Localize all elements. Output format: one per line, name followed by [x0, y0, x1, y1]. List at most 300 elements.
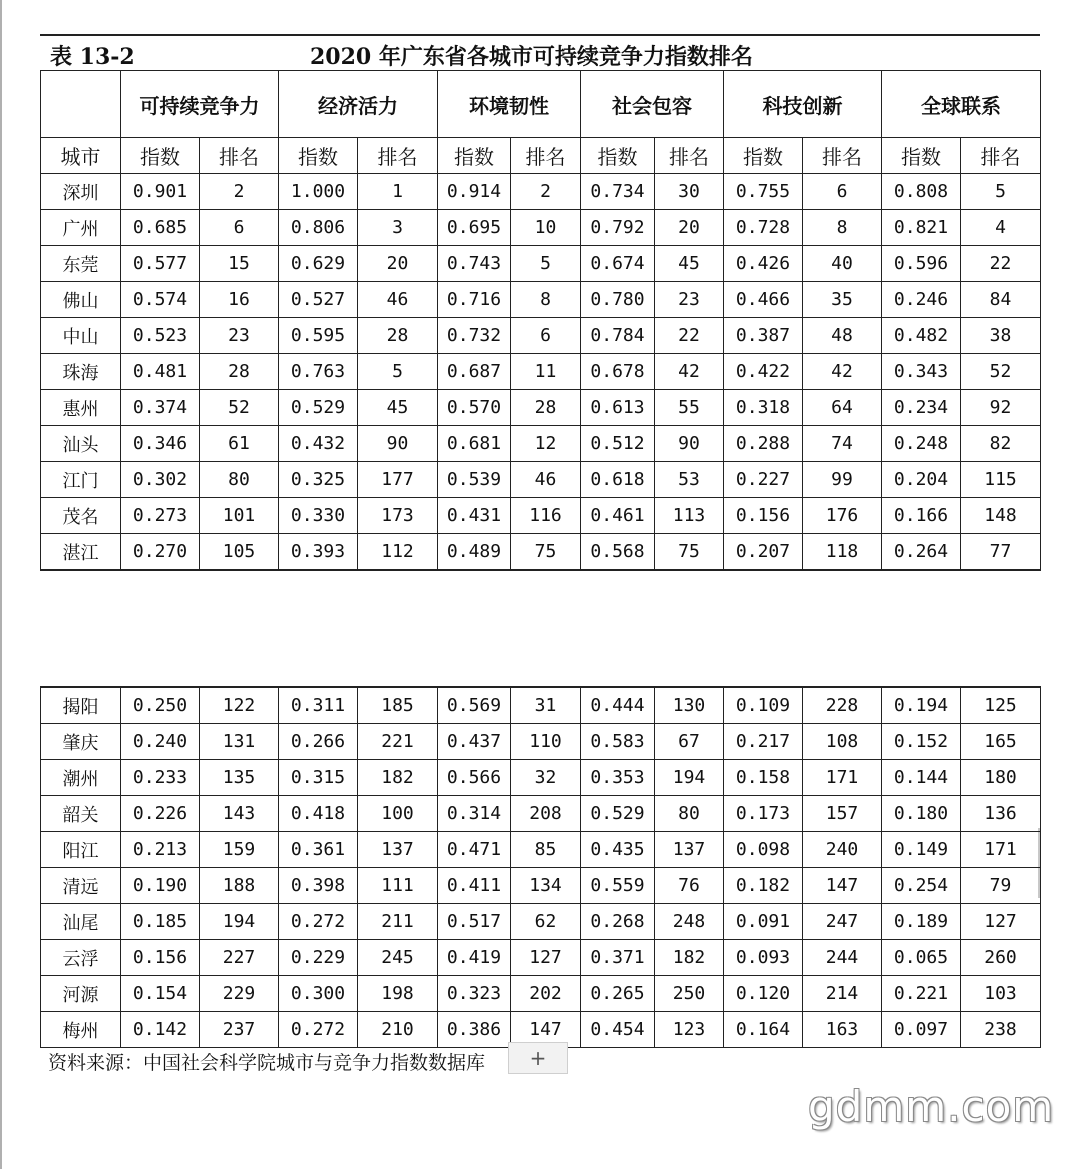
category-header: 经济活力: [279, 71, 438, 138]
index-cell: 0.566: [438, 760, 511, 796]
table-row: [41, 426, 1041, 462]
ranking-table-bottom: [40, 686, 1041, 1048]
index-cell: 0.435: [581, 832, 655, 868]
rank-cell: 12: [511, 426, 581, 462]
city-cell: 佛山: [41, 282, 121, 318]
index-cell: 0.577: [121, 246, 200, 282]
index-cell: 0.482: [882, 318, 961, 354]
table-row: [41, 282, 1041, 318]
index-cell: 0.353: [581, 760, 655, 796]
index-cell: 0.743: [438, 246, 511, 282]
rank-cell: 185: [358, 687, 438, 724]
index-cell: 0.481: [121, 354, 200, 390]
city-cell: 河源: [41, 976, 121, 1012]
index-cell: 0.194: [882, 687, 961, 724]
index-cell: 0.523: [121, 318, 200, 354]
index-cell: 0.461: [581, 498, 655, 534]
index-cell: 0.529: [581, 796, 655, 832]
index-cell: 0.901: [121, 174, 200, 210]
index-cell: 0.227: [724, 462, 803, 498]
table-row: [41, 796, 1041, 832]
index-cell: 0.158: [724, 760, 803, 796]
table-row: [41, 390, 1041, 426]
rank-cell: 112: [358, 534, 438, 571]
rank-cell: 80: [655, 796, 724, 832]
rank-cell: 229: [200, 976, 279, 1012]
index-cell: 0.821: [882, 210, 961, 246]
rank-cell: 53: [655, 462, 724, 498]
rank-cell: 99: [803, 462, 882, 498]
city-cell: 深圳: [41, 174, 121, 210]
rank-cell: 171: [803, 760, 882, 796]
rank-cell: 5: [511, 246, 581, 282]
city-cell: 肇庆: [41, 724, 121, 760]
index-cell: 0.426: [724, 246, 803, 282]
table-body-top: [41, 174, 1041, 571]
index-cell: 0.574: [121, 282, 200, 318]
index-cell: 0.806: [279, 210, 358, 246]
rank-cell: 147: [803, 868, 882, 904]
rank-cell: 22: [655, 318, 724, 354]
index-cell: 0.221: [882, 976, 961, 1012]
rank-cell: 113: [655, 498, 724, 534]
index-cell: 0.120: [724, 976, 803, 1012]
table-row: [41, 724, 1041, 760]
rank-cell: 46: [358, 282, 438, 318]
city-cell: 珠海: [41, 354, 121, 390]
index-cell: 0.527: [279, 282, 358, 318]
index-cell: 0.471: [438, 832, 511, 868]
index-cell: 0.444: [581, 687, 655, 724]
rank-cell: 92: [961, 390, 1041, 426]
rank-cell: 182: [358, 760, 438, 796]
index-cell: 0.182: [724, 868, 803, 904]
rank-cell: 248: [655, 904, 724, 940]
index-cell: 0.204: [882, 462, 961, 498]
rank-cell: 127: [511, 940, 581, 976]
rank-cell: 130: [655, 687, 724, 724]
index-cell: 0.213: [121, 832, 200, 868]
index-cell: 0.517: [438, 904, 511, 940]
index-cell: 0.152: [882, 724, 961, 760]
rank-cell: 79: [961, 868, 1041, 904]
index-cell: 0.190: [121, 868, 200, 904]
table-label: 表 13-2: [50, 44, 135, 70]
rank-cell: 182: [655, 940, 724, 976]
index-cell: 0.065: [882, 940, 961, 976]
rank-cell: 244: [803, 940, 882, 976]
rank-cell: 46: [511, 462, 581, 498]
index-cell: 0.732: [438, 318, 511, 354]
table-row: [41, 868, 1041, 904]
category-header: 社会包容: [581, 71, 724, 138]
rank-cell: 55: [655, 390, 724, 426]
index-cell: 0.268: [581, 904, 655, 940]
index-cell: 0.431: [438, 498, 511, 534]
rank-cell: 194: [200, 904, 279, 940]
city-cell: 江门: [41, 462, 121, 498]
rank-cell: 20: [655, 210, 724, 246]
index-cell: 0.254: [882, 868, 961, 904]
city-cell: 汕头: [41, 426, 121, 462]
rank-cell: 4: [961, 210, 1041, 246]
rank-cell: 163: [803, 1012, 882, 1048]
rank-cell: 22: [961, 246, 1041, 282]
rank-cell: 45: [655, 246, 724, 282]
index-cell: 0.685: [121, 210, 200, 246]
rank-cell: 103: [961, 976, 1041, 1012]
rank-cell: 6: [200, 210, 279, 246]
index-cell: 0.361: [279, 832, 358, 868]
index-cell: 0.681: [438, 426, 511, 462]
index-cell: 0.411: [438, 868, 511, 904]
rank-header: 排名: [200, 138, 279, 174]
index-cell: 0.914: [438, 174, 511, 210]
watermark: gdmm.com: [808, 1082, 1055, 1131]
rank-cell: 177: [358, 462, 438, 498]
index-cell: 0.325: [279, 462, 358, 498]
rank-cell: 16: [200, 282, 279, 318]
rank-cell: 23: [200, 318, 279, 354]
index-cell: 0.273: [121, 498, 200, 534]
index-cell: 0.300: [279, 976, 358, 1012]
rank-cell: 198: [358, 976, 438, 1012]
city-cell: 韶关: [41, 796, 121, 832]
rank-cell: 42: [655, 354, 724, 390]
index-cell: 0.792: [581, 210, 655, 246]
index-cell: 0.185: [121, 904, 200, 940]
index-cell: 0.207: [724, 534, 803, 571]
index-cell: 0.330: [279, 498, 358, 534]
index-cell: 0.780: [581, 282, 655, 318]
rank-cell: 28: [358, 318, 438, 354]
rank-header: 排名: [511, 138, 581, 174]
rank-cell: 108: [803, 724, 882, 760]
index-cell: 0.755: [724, 174, 803, 210]
index-cell: 0.315: [279, 760, 358, 796]
rank-cell: 194: [655, 760, 724, 796]
rank-cell: 3: [358, 210, 438, 246]
rank-cell: 101: [200, 498, 279, 534]
index-cell: 0.166: [882, 498, 961, 534]
index-cell: 0.323: [438, 976, 511, 1012]
rank-cell: 11: [511, 354, 581, 390]
rank-cell: 28: [200, 354, 279, 390]
index-cell: 0.156: [121, 940, 200, 976]
index-cell: 0.266: [279, 724, 358, 760]
index-cell: 0.419: [438, 940, 511, 976]
rank-cell: 260: [961, 940, 1041, 976]
rank-cell: 32: [511, 760, 581, 796]
index-cell: 0.568: [581, 534, 655, 571]
table-row: [41, 498, 1041, 534]
index-cell: 0.422: [724, 354, 803, 390]
rank-cell: 5: [358, 354, 438, 390]
rank-cell: 240: [803, 832, 882, 868]
index-cell: 0.217: [724, 724, 803, 760]
rank-cell: 238: [961, 1012, 1041, 1048]
rank-cell: 31: [511, 687, 581, 724]
city-cell: 潮州: [41, 760, 121, 796]
rank-cell: 84: [961, 282, 1041, 318]
rank-cell: 52: [961, 354, 1041, 390]
rank-cell: 64: [803, 390, 882, 426]
index-cell: 0.529: [279, 390, 358, 426]
rank-header: 排名: [961, 138, 1041, 174]
index-cell: 0.695: [438, 210, 511, 246]
index-cell: 0.318: [724, 390, 803, 426]
index-cell: 0.272: [279, 904, 358, 940]
index-cell: 0.311: [279, 687, 358, 724]
index-cell: 0.189: [882, 904, 961, 940]
index-cell: 0.539: [438, 462, 511, 498]
city-cell: 云浮: [41, 940, 121, 976]
category-header: 科技创新: [724, 71, 882, 138]
table-row: [41, 174, 1041, 210]
city-cell: 东莞: [41, 246, 121, 282]
index-cell: 0.512: [581, 426, 655, 462]
index-cell: 0.728: [724, 210, 803, 246]
table-row: [41, 687, 1041, 724]
rank-cell: 180: [961, 760, 1041, 796]
rank-cell: 137: [655, 832, 724, 868]
rank-cell: 2: [200, 174, 279, 210]
index-cell: 1.000: [279, 174, 358, 210]
rank-cell: 135: [200, 760, 279, 796]
city-cell: 阳江: [41, 832, 121, 868]
index-cell: 0.346: [121, 426, 200, 462]
add-sheet-button[interactable]: +: [508, 1042, 568, 1074]
rank-cell: 165: [961, 724, 1041, 760]
city-cell: 汕尾: [41, 904, 121, 940]
rank-cell: 210: [358, 1012, 438, 1048]
city-cell: 茂名: [41, 498, 121, 534]
table-row: [41, 246, 1041, 282]
rank-cell: 6: [511, 318, 581, 354]
category-header: 可持续竞争力: [121, 71, 279, 138]
source-note: 资料来源：中国社会科学院城市与竞争力指数数据库: [48, 1052, 486, 1074]
rank-cell: 85: [511, 832, 581, 868]
rank-cell: 75: [511, 534, 581, 571]
rank-cell: 8: [511, 282, 581, 318]
rank-cell: 23: [655, 282, 724, 318]
index-cell: 0.180: [882, 796, 961, 832]
rank-cell: 62: [511, 904, 581, 940]
index-cell: 0.595: [279, 318, 358, 354]
index-cell: 0.265: [581, 976, 655, 1012]
rank-cell: 105: [200, 534, 279, 571]
rank-cell: 157: [803, 796, 882, 832]
rank-cell: 40: [803, 246, 882, 282]
table-row: [41, 354, 1041, 390]
rank-cell: 77: [961, 534, 1041, 571]
sub-header-row: [41, 138, 1041, 174]
index-cell: 0.371: [581, 940, 655, 976]
rank-cell: 250: [655, 976, 724, 1012]
city-cell: 惠州: [41, 390, 121, 426]
rank-cell: 74: [803, 426, 882, 462]
index-cell: 0.144: [882, 760, 961, 796]
rank-cell: 90: [358, 426, 438, 462]
rank-cell: 131: [200, 724, 279, 760]
rank-cell: 28: [511, 390, 581, 426]
rank-cell: 100: [358, 796, 438, 832]
index-cell: 0.248: [882, 426, 961, 462]
city-cell: 中山: [41, 318, 121, 354]
index-cell: 0.270: [121, 534, 200, 571]
rank-cell: 137: [358, 832, 438, 868]
rank-header: 排名: [655, 138, 724, 174]
index-cell: 0.156: [724, 498, 803, 534]
index-cell: 0.097: [882, 1012, 961, 1048]
index-cell: 0.234: [882, 390, 961, 426]
index-cell: 0.808: [882, 174, 961, 210]
rank-cell: 1: [358, 174, 438, 210]
rank-cell: 143: [200, 796, 279, 832]
index-cell: 0.109: [724, 687, 803, 724]
index-cell: 0.570: [438, 390, 511, 426]
index-cell: 0.302: [121, 462, 200, 498]
ranking-table-top: [40, 70, 1041, 571]
index-header: 指数: [121, 138, 200, 174]
rank-cell: 176: [803, 498, 882, 534]
table-row: [41, 462, 1041, 498]
index-cell: 0.246: [882, 282, 961, 318]
city-cell: 梅州: [41, 1012, 121, 1048]
rank-cell: 159: [200, 832, 279, 868]
index-cell: 0.314: [438, 796, 511, 832]
rank-cell: 237: [200, 1012, 279, 1048]
rank-cell: 75: [655, 534, 724, 571]
index-cell: 0.387: [724, 318, 803, 354]
table-body-bottom: [41, 687, 1041, 1048]
rank-cell: 61: [200, 426, 279, 462]
index-cell: 0.093: [724, 940, 803, 976]
index-cell: 0.149: [882, 832, 961, 868]
index-cell: 0.489: [438, 534, 511, 571]
index-cell: 0.466: [724, 282, 803, 318]
rank-cell: 245: [358, 940, 438, 976]
index-cell: 0.559: [581, 868, 655, 904]
rank-header: 排名: [358, 138, 438, 174]
rank-cell: 42: [803, 354, 882, 390]
rank-cell: 48: [803, 318, 882, 354]
rank-cell: 76: [655, 868, 724, 904]
rank-cell: 188: [200, 868, 279, 904]
rank-cell: 80: [200, 462, 279, 498]
rank-cell: 10: [511, 210, 581, 246]
corner-cell: [41, 71, 121, 138]
index-cell: 0.418: [279, 796, 358, 832]
rank-cell: 111: [358, 868, 438, 904]
index-cell: 0.454: [581, 1012, 655, 1048]
index-cell: 0.164: [724, 1012, 803, 1048]
city-header: 城市: [41, 138, 121, 174]
index-cell: 0.618: [581, 462, 655, 498]
index-cell: 0.678: [581, 354, 655, 390]
index-cell: 0.098: [724, 832, 803, 868]
index-cell: 0.173: [724, 796, 803, 832]
category-header-row: [41, 71, 1041, 138]
index-cell: 0.716: [438, 282, 511, 318]
index-cell: 0.583: [581, 724, 655, 760]
rank-cell: 211: [358, 904, 438, 940]
rank-cell: 122: [200, 687, 279, 724]
page-frame-left: [0, 0, 2, 1169]
rank-cell: 127: [961, 904, 1041, 940]
table-row: [41, 760, 1041, 796]
index-cell: 0.432: [279, 426, 358, 462]
index-header: 指数: [279, 138, 358, 174]
index-cell: 0.386: [438, 1012, 511, 1048]
category-header: 环境韧性: [438, 71, 581, 138]
index-cell: 0.374: [121, 390, 200, 426]
rank-cell: 110: [511, 724, 581, 760]
rank-cell: 38: [961, 318, 1041, 354]
city-cell: 揭阳: [41, 687, 121, 724]
city-cell: 广州: [41, 210, 121, 246]
rank-cell: 227: [200, 940, 279, 976]
rank-cell: 214: [803, 976, 882, 1012]
table-row: [41, 210, 1041, 246]
rank-cell: 171: [961, 832, 1041, 868]
rank-cell: 221: [358, 724, 438, 760]
index-cell: 0.229: [279, 940, 358, 976]
rank-cell: 82: [961, 426, 1041, 462]
index-cell: 0.398: [279, 868, 358, 904]
rank-cell: 228: [803, 687, 882, 724]
index-cell: 0.393: [279, 534, 358, 571]
category-header: 全球联系: [882, 71, 1041, 138]
rank-cell: 247: [803, 904, 882, 940]
rank-cell: 35: [803, 282, 882, 318]
index-header: 指数: [724, 138, 803, 174]
table-row: [41, 940, 1041, 976]
rank-cell: 148: [961, 498, 1041, 534]
rank-cell: 118: [803, 534, 882, 571]
rank-cell: 116: [511, 498, 581, 534]
table-row: [41, 832, 1041, 868]
rank-cell: 125: [961, 687, 1041, 724]
index-cell: 0.437: [438, 724, 511, 760]
rank-cell: 123: [655, 1012, 724, 1048]
city-cell: 清远: [41, 868, 121, 904]
index-cell: 0.091: [724, 904, 803, 940]
rank-cell: 134: [511, 868, 581, 904]
city-cell: 湛江: [41, 534, 121, 571]
rank-cell: 90: [655, 426, 724, 462]
table-title: 2020 年广东省各城市可持续竞争力指数排名: [310, 44, 753, 70]
table-row: [41, 976, 1041, 1012]
rank-cell: 147: [511, 1012, 581, 1048]
index-cell: 0.233: [121, 760, 200, 796]
rank-cell: 67: [655, 724, 724, 760]
rank-cell: 202: [511, 976, 581, 1012]
index-cell: 0.784: [581, 318, 655, 354]
index-cell: 0.687: [438, 354, 511, 390]
index-cell: 0.629: [279, 246, 358, 282]
rank-cell: 6: [803, 174, 882, 210]
index-cell: 0.154: [121, 976, 200, 1012]
index-cell: 0.250: [121, 687, 200, 724]
rank-cell: 5: [961, 174, 1041, 210]
rank-cell: 15: [200, 246, 279, 282]
rank-cell: 45: [358, 390, 438, 426]
rank-cell: 52: [200, 390, 279, 426]
index-header: 指数: [438, 138, 511, 174]
index-cell: 0.569: [438, 687, 511, 724]
rank-cell: 20: [358, 246, 438, 282]
